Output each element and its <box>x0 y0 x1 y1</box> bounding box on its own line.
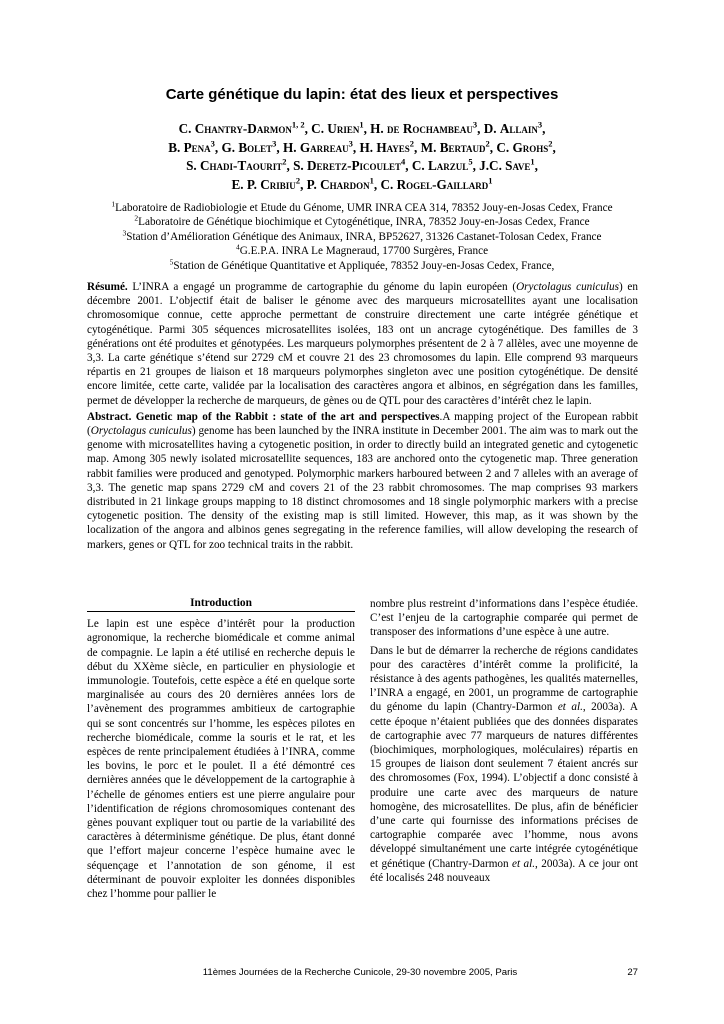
author: C. Rogel-Gaillard$^1$ <box>380 175 493 192</box>
left-column <box>87 596 355 901</box>
abstract-label: Abstract. Genetic map of the Rabbit : state of the art and perspectives <box>87 410 440 423</box>
conference-footer: 11èmes Journées de la Recherche Cunicole, 29-30 novembre 2005, Paris <box>202 967 518 978</box>
author: S. Chadi-Taourit$^2$ <box>186 156 287 173</box>
author: J.C. Save$^1$ <box>479 156 535 173</box>
introduction-heading: Introduction <box>87 596 355 612</box>
author: C. Urien$^1$ <box>311 119 364 136</box>
page-number: 27 <box>627 967 638 978</box>
intro-paragraph: Le lapin est une espèce d’intérêt pour la production agronomique, la recherche biomédicale et comme animal de compagnie. Le lapin a été utilisé en recherche depuis le début du XXème siècle, en particulier en physiologie et immunologie. Toutefois, cette espèce a été en quelque sorte marginalisée au cours des 20 dernières années lors de l’avènement des programmes ambitieux de cartographie qui se sont concentrés sur l’homme, les espèces pilotes en recherche biomédicale, comme la souris et le rat, et les espèces de rente principalement étudiées à l’INRA, comme les bovins, le porc et le poulet. Il a été démontré ces dernières années que le développement de la cartographie à l’échelle de génomes entiers est une pierre angulaire pour l’identification de régions chromosomiques contenant des gènes pouvant expliquer tout ou partie de la variabilité des caractères à déterminisme génétique. De plus, étant donné que l’effort majeur concerne l’espèce humaine avec le séquençage et l’annotation de son génome, il est déterminant de pouvoir exploiter les données disponibles chez l’homme pour pallier le <box>87 618 355 901</box>
intro-paragraph: nombre plus restreint d’informations dans l’espèce étudiée. C’est l’enjeu de la cartographie comparée qui permet de transposer des informations d’une espèce à une autre. <box>370 598 638 639</box>
author: S. Deretz-Picoulet$^4$ <box>293 156 406 173</box>
resume-paragraph: Résumé. L’INRA a engagé un programme de cartographie du génome du lapin européen (Oryctolagus cuniculus) en décembre 2001. L’objectif était de baliser le génome avec des marqueurs microsatellites ayant une localisation chromosomique connue, cette approche permettant de construire directement une carte intégrée génétique et cytogénétique. Parmi 305 séquences microsatellites isolées, 183 ont un ancrage cytogénétique. Des familles de 3 générations ont été produites et génotypées. Les marqueurs polymorphes présentent de 2 à 7 allèles, avec une moyenne de 3,3. La carte génétique s’étend sur 2729 cM et couvre 21 des 23 chromosomes du lapin. Elle comprend 93 marqueurs répartis en 21 groupes de liaison et 18 marqueurs polymorphes singleton avec une position cytogénétique. De densité encore limitée, cette carte, validée par la localisation des caractères angora et albinos, en ségrégation dans les familles, permet de développer la recherche de marqueurs, de gènes ou de QTL pour des caractères d’intérêt chez le lapin. <box>87 281 638 407</box>
author: E. P. Cribiu$^2$ <box>231 175 301 192</box>
abstract-paragraph: Abstract. Genetic map of the Rabbit : state of the art and perspectives.A mapping project of the European rabbit (Oryctolagus cuniculus) genome has been launched by the INRA institute in December 2001. The aim was to mark out the genome with microsatellites having a cytogenetic position, in order to directly build an integrated genetic and cytogenetic map. Among 305 newly isolated microsatellite sequences, 183 are anchored onto the cytogenetic map. Three generation rabbit families were produced and genotyped. Polymorphic markers harboured between 2 and 7 alleles with an average of 3,3. The genetic map spans 2729 cM and covers 21 of the 23 rabbit chromosomes. The map comprises 93 markers distributed in 21 linkage groups mapping to 18 distinct chromosomes and 18 single polymorphic markers with a precise cytogenetic position. The density of the existing map is still limited. However, this map, as it was shown by the localization of the angora and albinos genes segregating in the reference families, will allow developing the research of markers, genes or QTL for zoo technical traits in the rabbit. <box>87 410 639 551</box>
author-list: C. Chantry-Darmon$^{1, 2}$, C. Urien$^1$, H. de Rochambeau$^3$, D. Allain$^3$, B. Pena$^3$, G. Bolet$^3$, H. Garreau$^3$, H. Hayes$^2$, M. Bertaud$^2$, C. Grohs$^2$, S. Chadi-Taourit$^2$, S. Deretz-Picoulet$^4$, C. Larzul$^5$, J.C. Save$^1$, E. P. Cribiu$^2$, P. Chardon$^1$, C. Rogel-Gaillard$^1$ <box>168 119 556 192</box>
affiliation-list <box>60 201 664 273</box>
author: P. Chardon$^1$ <box>306 175 374 192</box>
author: C. Grohs$^2$ <box>496 138 553 155</box>
abstract-section <box>87 280 638 552</box>
affiliation: $^2$Laboratoire de Génétique biochimique et Cytogénétique, INRA, 78352 Jouy-en-Josas Cedex, France <box>134 213 590 229</box>
affiliation: $^5$Station de Génétique Quantitative et Appliquée, 78352 Jouy-en-Josas Cedex, France, <box>169 256 555 272</box>
author: M. Bertaud$^2$ <box>420 138 490 155</box>
intro-paragraph: Dans le but de démarrer la recherche de régions candidates pour des caractères d’intérêt comme la prolificité, la résistance à des agents pathogènes, les qualités maternelles, l’INRA a engagé, en 2001, un programme de cartographie du génome du lapin (Chantry-Darmon et al., 2003a). A cette époque n’étaient publiées que des données disparates de cartographie avec 77 marqueurs de natures différentes (biochimiques, morphologiques, moléculaires) répartis en 15 groupes de liaison dont seulement 7 étaient ancrés sur des chromosomes (Fox, 1994). L’objectif a donc consisté à produire une carte avec des marqueurs de nature homogène, des microsatellites. De plus, afin de bénéficier d’une carte qui fournisse des informations précises de cartographie comparée avec l’homme, nous avons développé simultanément une carte intégrée cytogénétique et génétique (Chantry-Darmon et al., 2003a). A ce jour ont été localisés 248 nouveaux <box>370 644 639 884</box>
affiliation: $^3$Station d’Amélioration Génétique des Animaux, INRA, BP52627, 31326 Castanet-Tolosan Cedex, France <box>122 228 602 243</box>
author: G. Bolet$^3$ <box>221 138 277 155</box>
author: B. Pena$^3$ <box>168 138 215 155</box>
author: C. Larzul$^5$ <box>411 156 473 173</box>
author: C. Chantry-Darmon$^{1, 2}$ <box>178 119 305 136</box>
resume-label: Résumé. <box>87 281 128 293</box>
affiliation: $^4$G.E.P.A. INRA Le Magneraud, 17700 Surgères, France <box>235 242 489 258</box>
author: H. Hayes$^2$ <box>359 138 415 155</box>
right-column <box>370 597 638 885</box>
author: H. de Rochambeau$^3$ <box>370 119 478 136</box>
author: H. Garreau$^3$ <box>283 138 353 155</box>
author: D. Allain$^3$ <box>483 119 543 136</box>
affiliation: $^1$Laboratoire de Radiobiologie et Etude du Génome, UMR INRA CEA 314, 78352 Jouy-en-Josas Cedex, France <box>111 199 613 214</box>
paper-title: Carte génétique du lapin: état des lieux et perspectives <box>165 86 559 103</box>
